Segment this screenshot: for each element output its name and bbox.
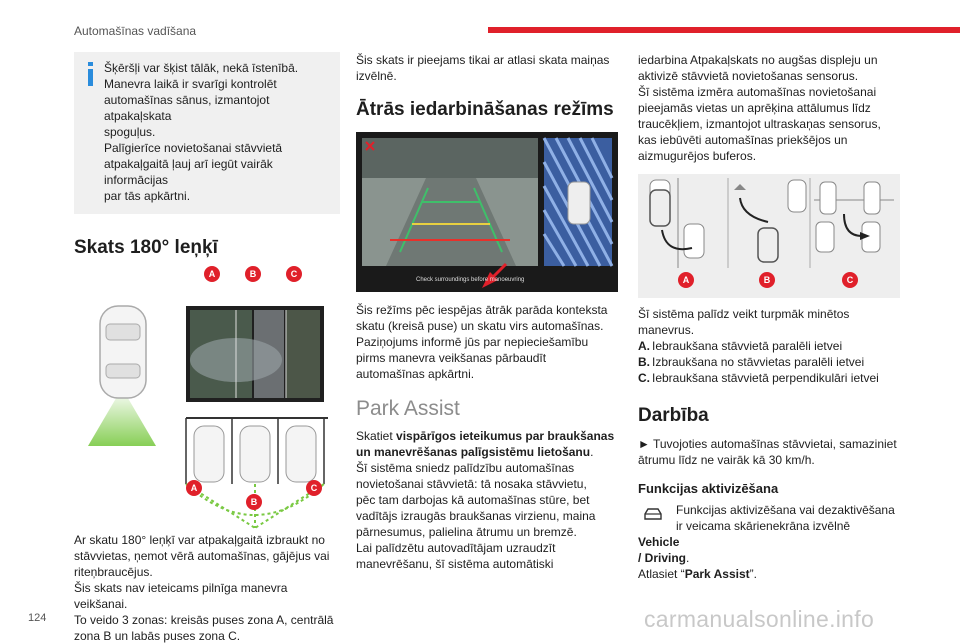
reference-end: . bbox=[590, 445, 594, 459]
page-number: 124 bbox=[28, 612, 47, 624]
list-letter: B. bbox=[638, 355, 650, 369]
column-3 bbox=[638, 52, 904, 582]
list-item-c bbox=[638, 370, 904, 386]
intro-text: Šis skats ir pieejams tikai ar atlasi skata maiņas izvēlnē. bbox=[356, 53, 610, 83]
quick-start-screen bbox=[356, 132, 618, 292]
note-text: Manevra laikā ir svarīgi kontrolēt automašīnas sānus, izmantojot atpakaļskata spoguļus. Palīgierīce novietošanai stāvvietā atpakaļgaitā ļauj arī iegūt vairāk informācijas par tās apkārtni. bbox=[104, 77, 283, 203]
watermark: carmanualsonline.info bbox=[644, 606, 875, 632]
badge-b-manoeuvre: B bbox=[759, 272, 775, 288]
operation-heading: Darbība bbox=[638, 405, 709, 426]
column-2 bbox=[356, 52, 620, 572]
view-180-text: Ar skatu 180° leņķī var atpakaļgaitā izbraukt no stāvvietas, ņemot vērā automašīnas, gājējus vai riteņbraucējus. Šis skats nav ieteicams pilnīga manevra veikšanai. To veido 3 zonas: kreisās puses zona A, centrālā zona B un labās puses zona C. bbox=[74, 533, 334, 643]
activation-text-2 bbox=[638, 534, 904, 566]
activation-heading: Funkcijas aktivizēšana bbox=[638, 481, 779, 496]
badge-c-top: C bbox=[286, 266, 302, 282]
badge-a-top: A bbox=[204, 266, 220, 282]
list-text: Iebraukšana stāvvietā paralēli ietvei bbox=[652, 339, 843, 353]
column-1 bbox=[74, 52, 340, 644]
badge-b-top: B bbox=[245, 266, 261, 282]
reference-lead: Skatiet bbox=[356, 429, 393, 443]
activation-text-1: Funkcijas aktivizēšana vai dezaktivēšana ir veicama skārienekrāna izvēlnē bbox=[676, 503, 895, 533]
select-end: ”. bbox=[749, 567, 757, 581]
badge-a-bottom: A bbox=[186, 480, 202, 496]
park-assist-text-cont: iedarbina Atpakaļskats no augšas displeju un aktivizē stāvvietā novietošanas sensorus. Šī sistēma izmēra automašīnas novietošanai pieejamās vietas un aprēķina attālumus līdz traucēkļiem, izmantojot ultraskaņas sensorus, kas iebūvēti automašīnas priekšējos un aizmugurējos buferos. bbox=[638, 53, 881, 163]
park-assist-option: Park Assist bbox=[684, 567, 750, 581]
reference-link[interactable]: vispārīgos ieteikumus par braukšanas un manevrēšanas palīgsistēmu lietošanu bbox=[356, 429, 615, 459]
select-lead: Atlasiet “ bbox=[638, 567, 685, 581]
info-icon bbox=[88, 62, 93, 86]
activation-dot: . bbox=[686, 551, 690, 565]
car-icon bbox=[642, 506, 664, 522]
figure-180-view bbox=[74, 260, 340, 532]
camera-screen-illustration bbox=[356, 132, 618, 292]
vehicle-driving-menu: Vehicle / Driving bbox=[638, 535, 687, 565]
quick-start-heading: Ātrās iedarbināšanas režīms bbox=[356, 99, 614, 120]
manoeuvres-intro: Šī sistēma palīdz veikt turpmāk minētos manevrus. bbox=[638, 307, 850, 337]
running-header: Automašīnas vadīšana bbox=[74, 24, 197, 38]
list-item-b bbox=[638, 354, 904, 370]
reference-text bbox=[356, 428, 620, 460]
activation-block bbox=[638, 502, 904, 582]
list-text: Iebraukšana stāvvietā perpendikulāri ietvei bbox=[652, 371, 879, 385]
operation-step: ► Tuvojoties automašīnas stāvvietai, samaziniet ātrumu līdz ne vairāk kā 30 km/h. bbox=[638, 437, 897, 467]
screen-message: Check surroundings before manoeuvring bbox=[416, 277, 525, 283]
badge-c-bottom: C bbox=[306, 480, 322, 496]
list-letter: A. bbox=[638, 339, 650, 353]
view-180-illustration bbox=[74, 260, 340, 532]
list-text: Izbraukšana no stāvvietas paralēli ietvei bbox=[652, 355, 865, 369]
manoeuvre-figure bbox=[638, 174, 900, 298]
header-red-bar bbox=[488, 27, 960, 33]
park-assist-heading: Park Assist bbox=[356, 397, 460, 420]
activation-text-3 bbox=[638, 566, 904, 582]
info-note bbox=[74, 52, 340, 214]
badge-b-bottom: B bbox=[246, 494, 262, 510]
note-line-1: Šķēršļi var šķist tālāk, nekā īstenībā. bbox=[104, 61, 299, 75]
park-assist-text: Šī sistēma sniedz palīdzību automašīnas novietošanai stāvvietā: tā nosaka stāvvietu, pēc tam darbojas kā automašīnas stūre, bet vadītājs izraugās braukšanas virzienu, maina pārnesumus, palielina ātrumu un bremzē. Lai palīdzētu autovadītājam uzraudzīt manevrēšanu, šī sistēma automātiski bbox=[356, 461, 596, 571]
list-letter: C. bbox=[638, 371, 650, 385]
section-heading-180: Skats 180° leņķī bbox=[74, 237, 218, 258]
badge-a-manoeuvre: A bbox=[678, 272, 694, 288]
list-item-a bbox=[638, 338, 904, 354]
quick-start-text: Šis režīms pēc iespējas ātrāk parāda konteksta skatu (kreisā puse) un skatu virs automašīnas. Paziņojums informē jūs par nepieciešamību pirms manevra veikšanas pārbaudīt automašīnas apkārtni. bbox=[356, 303, 608, 381]
badge-c-manoeuvre: C bbox=[842, 272, 858, 288]
